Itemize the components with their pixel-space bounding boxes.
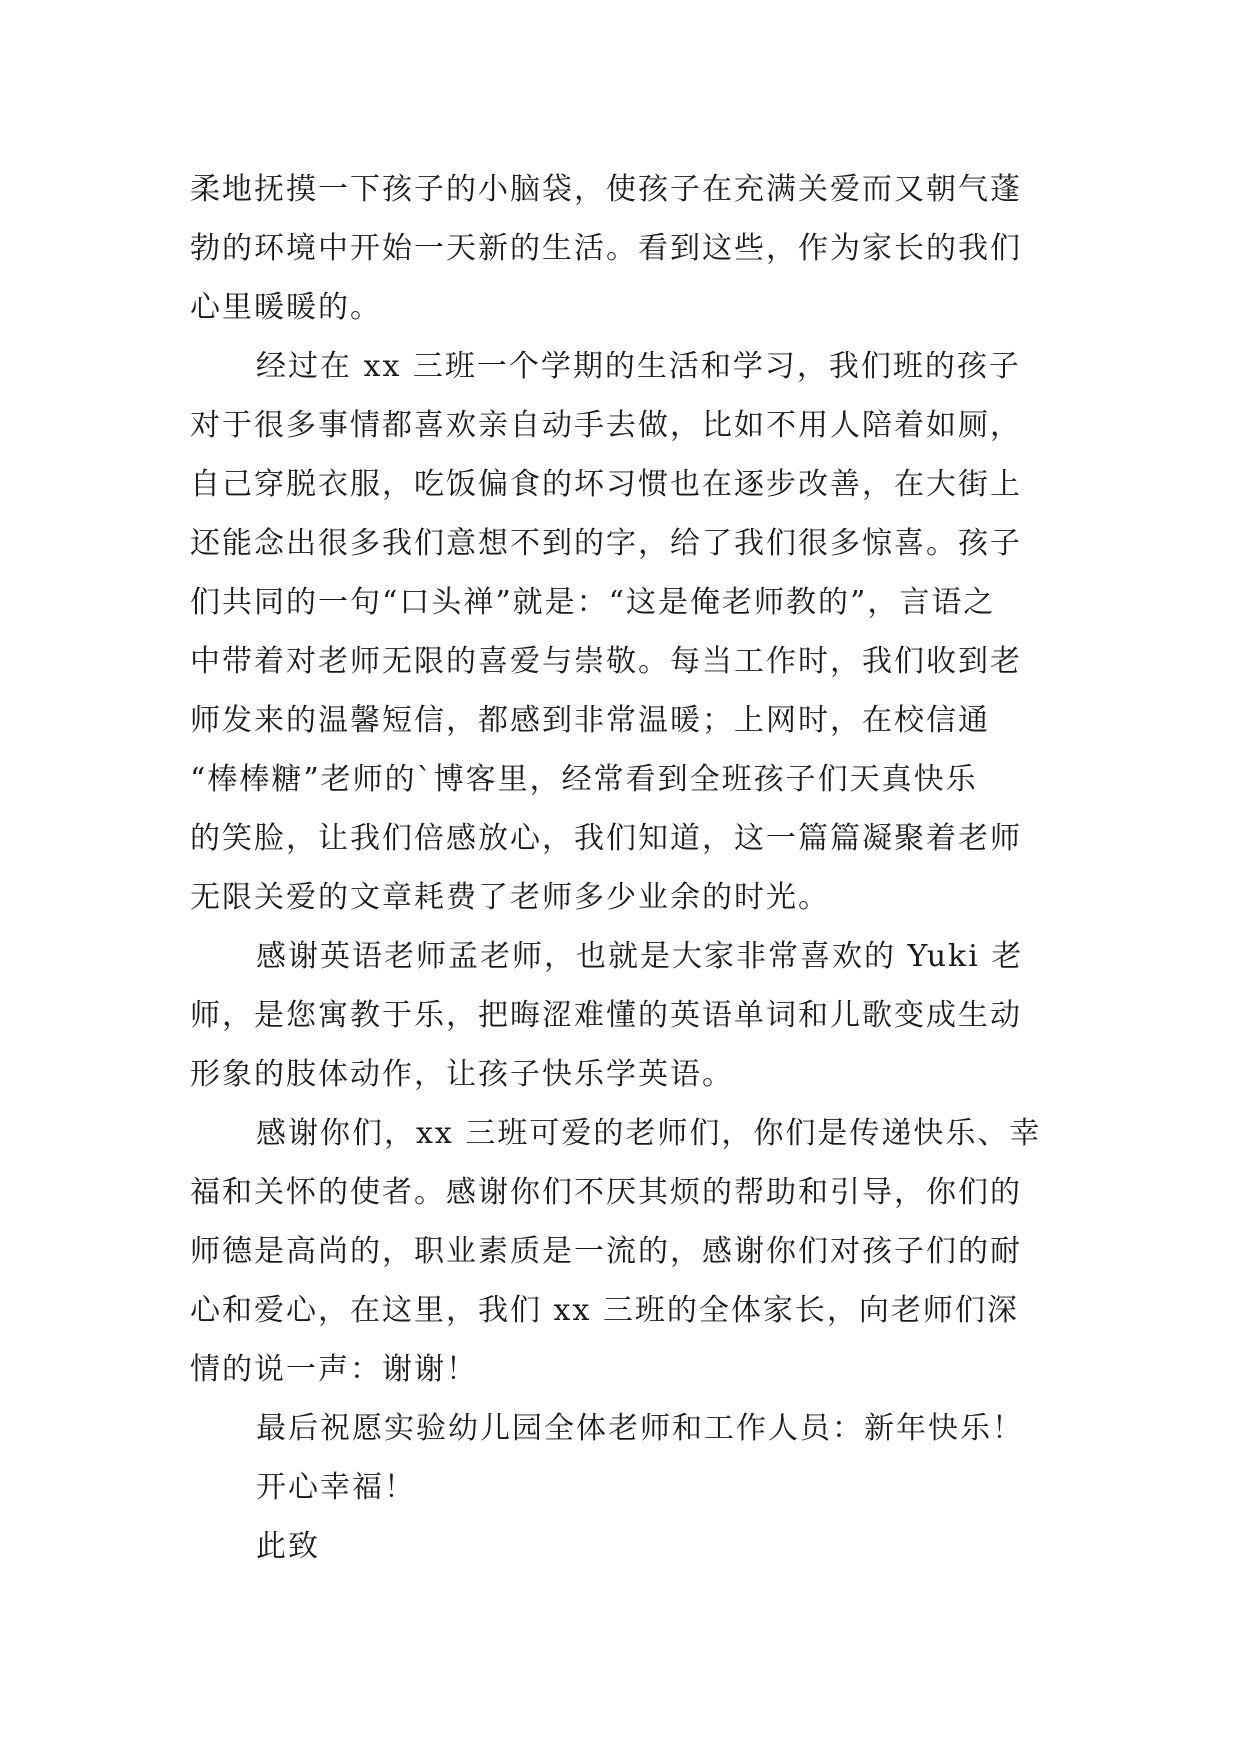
text-line: 们共同的一句“口头禅”就是：“这是俺老师教的”，言语之 <box>190 585 996 620</box>
text-line: “棒棒糖”老师的`博客里，经常看到全班孩子们天真快乐 <box>190 762 978 797</box>
text-line: 感谢你们，xx 三班可爱的老师们，你们是传递快乐、幸 <box>256 1116 1042 1151</box>
text-line: 师发来的温馨短信，都感到非常温暖；上网时，在校信通 <box>190 703 990 738</box>
text-line: 无限关爱的文章耗费了老师多少业余的时光。 <box>190 880 830 915</box>
text-line: 福和关怀的使者。感谢你们不厌其烦的帮助和引导，你们的 <box>190 1175 1022 1210</box>
text-line: 师德是高尚的，职业素质是一流的，感谢你们对孩子们的耐 <box>190 1234 1022 1269</box>
text-line: 自己穿脱衣服，吃饭偏食的坏习惯也在逐步改善，在大街上 <box>190 467 1022 502</box>
text-line: 的笑脸，让我们倍感放心，我们知道，这一篇篇凝聚着老师 <box>190 821 1022 856</box>
text-line: 最后祝愿实验幼儿园全体老师和工作人员：新年快乐！ <box>256 1411 1024 1446</box>
text-line: 此致 <box>256 1529 320 1564</box>
text-line: 还能念出很多我们意想不到的字，给了我们很多惊喜。孩子 <box>190 526 1022 561</box>
text-line: 勃的环境中开始一天新的生活。看到这些，作为家长的我们 <box>190 231 1022 266</box>
text-line: 中带着对老师无限的喜爱与崇敬。每当工作时，我们收到老 <box>190 644 1022 679</box>
text-line: 形象的肢体动作，让孩子快乐学英语。 <box>190 1057 734 1092</box>
text-line: 心里暖暖的。 <box>190 290 382 325</box>
letter-body <box>190 160 1070 1576</box>
text-line: 开心幸福！ <box>256 1470 416 1505</box>
text-line: 感谢英语老师孟老师，也就是大家非常喜欢的 Yuki 老 <box>256 939 1024 974</box>
text-line: 心和爱心，在这里，我们 xx 三班的全体家长，向老师们深 <box>190 1293 1019 1328</box>
text-line: 对于很多事情都喜欢亲自动手去做，比如不用人陪着如厕， <box>190 408 1022 443</box>
text-line: 情的说一声：谢谢！ <box>190 1352 478 1387</box>
text-line: 经过在 xx 三班一个学期的生活和学习，我们班的孩子 <box>256 349 1021 384</box>
text-line: 柔地抚摸一下孩子的小脑袋，使孩子在充满关爱而又朝气蓬 <box>190 172 1022 207</box>
text-line: 师，是您寓教于乐，把晦涩难懂的英语单词和儿歌变成生动 <box>190 998 1022 1033</box>
